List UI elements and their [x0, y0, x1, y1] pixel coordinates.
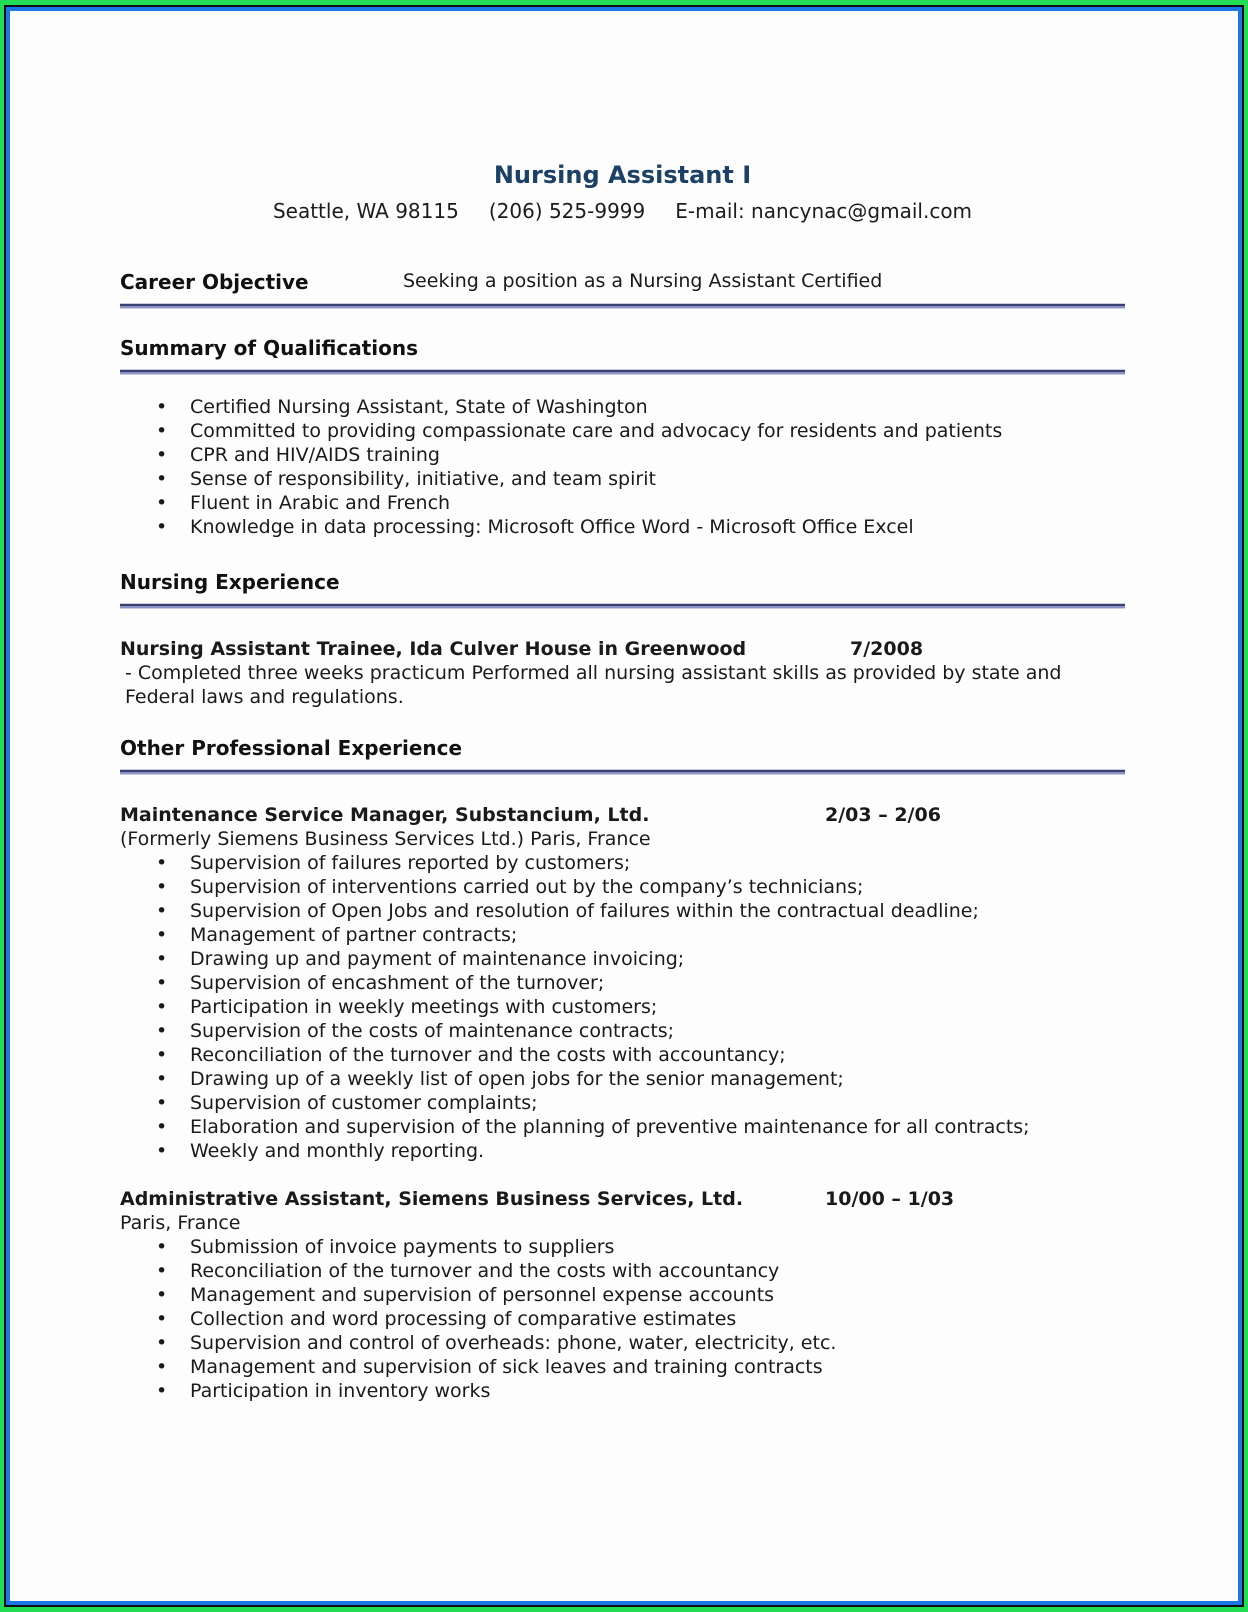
list-item: • Elaboration and supervision of the planning of preventive maintenance for all contracts; [120, 1115, 1125, 1139]
resume-page [10, 11, 1238, 1601]
job-title: Maintenance Service Manager, Substancium, Ltd. [120, 804, 650, 826]
list-item: • Certified Nursing Assistant, State of Washington [120, 395, 1125, 419]
list-item: • Supervision and control of overheads: phone, water, electricity, etc. [120, 1331, 1125, 1355]
summary-heading: Summary of Qualifications [120, 336, 419, 360]
page-frame-black [4, 5, 1244, 1607]
list-item: • Supervision of encashment of the turnover; [120, 971, 1125, 995]
list-item: • Participation in inventory works [120, 1379, 1125, 1403]
list-item: • Supervision of interventions carried out by the company’s technicians; [120, 875, 1125, 899]
contact-email: E-mail: nancynac@gmail.com [675, 199, 973, 223]
contact-line [120, 199, 1125, 223]
section-divider [120, 769, 1125, 775]
list-item: • Reconciliation of the turnover and the costs with accountancy; [120, 1043, 1125, 1067]
section-divider [120, 369, 1125, 375]
list-item: • CPR and HIV/AIDS training [120, 443, 1125, 467]
job-title-row [120, 803, 1125, 827]
list-item: • Submission of invoice payments to suppliers [120, 1235, 1125, 1259]
job-subtitle: Paris, France [120, 1212, 241, 1234]
other-experience-heading: Other Professional Experience [120, 736, 463, 760]
list-item: • Management and supervision of sick leaves and training contracts [120, 1355, 1125, 1379]
job-bullet-list [120, 1235, 1125, 1403]
list-item: • Supervision of failures reported by customers; [120, 851, 1125, 875]
job-date: 7/2008 [850, 638, 924, 660]
job-subtitle: (Formerly Siemens Business Services Ltd.) Paris, France [120, 828, 651, 850]
job-title-row [120, 637, 1125, 661]
nursing-experience-heading: Nursing Experience [120, 570, 340, 594]
job-bullet-list [120, 851, 1125, 1163]
list-item: • Weekly and monthly reporting. [120, 1139, 1125, 1163]
resume-header [120, 159, 1125, 223]
section-divider [120, 303, 1125, 309]
list-item: • Collection and word processing of comparative estimates [120, 1307, 1125, 1331]
contact-phone: (206) 525-9999 [488, 199, 646, 223]
job-date: 2/03 – 2/06 [825, 804, 941, 826]
job-description: - Completed three weeks practicum Performed all nursing assistant skills as provided by state and Federal laws and regulations. [125, 662, 1062, 708]
list-item: • Reconciliation of the turnover and the costs with accountancy [120, 1259, 1125, 1283]
list-item: • Management and supervision of personnel expense accounts [120, 1283, 1125, 1307]
contact-location: Seattle, WA 98115 [272, 199, 459, 223]
section-divider [120, 603, 1125, 609]
list-item: • Committed to providing compassionate care and advocacy for residents and patients [120, 419, 1125, 443]
job-date: 10/00 – 1/03 [825, 1188, 955, 1210]
list-item: • Management of partner contracts; [120, 923, 1125, 947]
list-item: • Knowledge in data processing: Microsoft Office Word - Microsoft Office Excel [120, 515, 1125, 539]
job-title-row [120, 1187, 1125, 1211]
page-frame-blue [6, 7, 1242, 1605]
list-item: • Supervision of customer complaints; [120, 1091, 1125, 1115]
list-item: • Supervision of Open Jobs and resolution of failures within the contractual deadline; [120, 899, 1125, 923]
job-title: Nursing Assistant Trainee, Ida Culver House in Greenwood [120, 638, 747, 660]
summary-bullet-list [120, 395, 1125, 539]
list-item: • Supervision of the costs of maintenance contracts; [120, 1019, 1125, 1043]
page-title: Nursing Assistant I [493, 161, 752, 189]
career-objective-text: Seeking a position as a Nursing Assistant Certified [403, 270, 883, 292]
list-item: • Sense of responsibility, initiative, and team spirit [120, 467, 1125, 491]
career-objective-heading: Career Objective [120, 270, 309, 294]
section-career-objective [120, 269, 1125, 295]
list-item: • Drawing up and payment of maintenance invoicing; [120, 947, 1125, 971]
job-title: Administrative Assistant, Siemens Business Services, Ltd. [120, 1188, 744, 1210]
list-item: • Participation in weekly meetings with customers; [120, 995, 1125, 1019]
list-item: • Drawing up of a weekly list of open jobs for the senior management; [120, 1067, 1125, 1091]
list-item: • Fluent in Arabic and French [120, 491, 1125, 515]
